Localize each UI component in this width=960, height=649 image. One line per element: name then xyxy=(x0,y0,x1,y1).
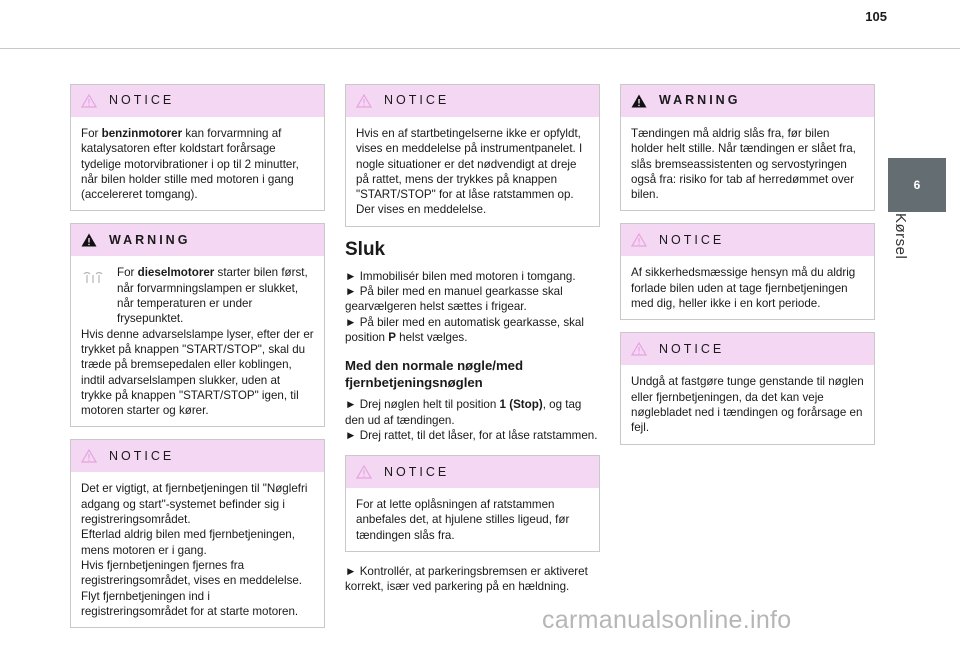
notice-title: NOTICE xyxy=(384,464,450,479)
glow-plug-icon xyxy=(81,271,105,285)
header-divider xyxy=(0,48,960,49)
section-title: Sluk xyxy=(345,238,386,260)
warning-text: Hvis denne advarselslampe lyser, efter der er trykket på knappen "START/STOP", skal du træde på bremsepedalen eller koblingen, indtil advarselslampen slukker, uden at trykke på knappen "START/STOP" igen, til motoren starter og kører. xyxy=(81,327,314,418)
notice-text: Det er vigtigt, at fjernbetjeningen til "Nøglefri adgang og start"-systemet befinder sig i registreringsområdet. xyxy=(81,482,308,527)
notice-title: NOTICE xyxy=(659,232,725,247)
notice-header xyxy=(621,224,874,256)
notice-box xyxy=(345,455,600,552)
instruction-list xyxy=(345,397,600,443)
notice-box xyxy=(620,223,875,320)
warning-box xyxy=(620,84,875,211)
chapter-label: Kørsel xyxy=(892,213,909,260)
instruction-step: ► Kontrollér, at parkeringsbremsen er aktiveret korrekt, især ved parkering på en hældning. xyxy=(345,565,588,594)
caution-outline-icon xyxy=(81,449,97,463)
warning-box xyxy=(70,223,325,427)
caution-outline-icon xyxy=(356,465,372,479)
warning-triangle-icon xyxy=(81,233,97,247)
column-right xyxy=(620,84,875,457)
subsection-title: Med den normale nøgle/med fjernbetjeningsnøglen xyxy=(345,358,524,391)
notice-text: Undgå at fastgøre tunge genstande til nøglen eller fjernbetjeningen, da det kan veje nøglebladet ned i tændingen og forårsage en fejl. xyxy=(631,375,864,435)
notice-title: NOTICE xyxy=(109,93,175,108)
warning-text: For dieselmotorer starter bilen først, når forvarmningslampen er slukket, når temperaturen er under frysepunktet. xyxy=(117,266,308,326)
notice-title: NOTICE xyxy=(109,448,175,463)
instruction-list xyxy=(345,269,600,345)
instruction-step: ► Drej nøglen helt til position 1 (Stop), og tag den ud af tændingen. xyxy=(345,398,582,427)
warning-header xyxy=(621,85,874,117)
notice-header xyxy=(346,456,599,488)
chapter-tab[interactable] xyxy=(888,158,946,212)
notice-header xyxy=(71,85,324,117)
notice-title: NOTICE xyxy=(384,93,450,108)
warning-text: Tændingen må aldrig slås fra, før bilen holder helt stille. Når tændingen er slået fra, slås bremseassistenten og servostyringen også fra: risiko for tab af herredømmet over bilen. xyxy=(631,127,856,202)
caution-outline-icon xyxy=(631,342,647,356)
warning-header xyxy=(71,224,324,256)
column-left xyxy=(70,84,325,640)
instruction-step: ► På biler med en automatisk gearkasse, skal position P helst vælges. xyxy=(345,315,584,344)
notice-header xyxy=(71,440,324,472)
notice-text: Hvis fjernbetjeningen fjernes fra registreringsområdet, vises en meddelelse. xyxy=(81,558,303,588)
warning-title: WARNING xyxy=(659,93,741,108)
notice-text: For benzinmotorer kan forvarmning af katalysatoren efter koldstart forårsage tydelige motorvibrationer i op til 2 minutter, når bilen holder stille med motoren i gang (accelereret tomgang). xyxy=(81,127,299,202)
column-middle xyxy=(345,84,600,607)
notice-box xyxy=(70,84,325,211)
notice-box xyxy=(620,332,875,444)
instruction-step: ► Immobilisér bilen med motoren i tomgang. xyxy=(345,269,576,283)
warning-triangle-icon xyxy=(631,94,647,108)
notice-text: For at lette oplåsningen af ratstammen anbefales det, at hjulene stilles ligeud, før tændingen slås fra. xyxy=(356,498,570,542)
notice-title: NOTICE xyxy=(659,341,725,356)
notice-text: Efterlad aldrig bilen med fjernbetjeningen, mens motoren er i gang. xyxy=(81,528,295,557)
instruction-list xyxy=(345,564,600,595)
notice-box xyxy=(345,84,600,227)
caution-outline-icon xyxy=(356,94,372,108)
notice-header xyxy=(621,333,874,365)
notice-text: Flyt fjernbetjeningen ind i registreringsområdet for at starte motoren. xyxy=(81,589,299,618)
instruction-step: ► Drej rattet, til det låser, for at låse ratstammen. xyxy=(345,428,598,442)
caution-outline-icon xyxy=(631,233,647,247)
notice-text: Hvis en af startbetingelserne ikke er opfyldt, vises en meddelelse på instrumentpanelet. I nogle situationer er det nødvendigt at dreje på rattet, mens der trykkes på knappen "START/STOP" for at låse ratstammen op. Der vises en meddelelse. xyxy=(356,127,583,217)
notice-text: Af sikkerhedsmæssige hensyn må du aldrig forlade bilen uden at tage fjernbetjeningen med dig, heller ikke i en kort periode. xyxy=(631,266,856,311)
instruction-step: ► På biler med en manuel gearkasse skal gearvælgeren helst sættes i frigear. xyxy=(345,285,563,314)
warning-title: WARNING xyxy=(109,232,191,247)
caution-outline-icon xyxy=(81,94,97,108)
notice-box xyxy=(70,439,325,628)
chapter-number: 6 xyxy=(913,178,921,192)
notice-header xyxy=(346,85,599,117)
page-number: 105 xyxy=(865,9,887,24)
watermark: carmanualsonline.info xyxy=(542,606,792,634)
